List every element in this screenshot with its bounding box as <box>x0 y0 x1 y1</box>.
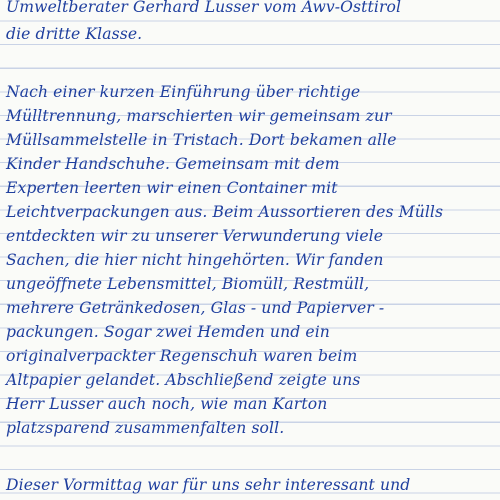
text-line: Experten leerten wir einen Container mit <box>6 179 338 197</box>
text-line: packungen. Sogar zwei Hemden und ein <box>6 323 330 341</box>
text-line: Sachen, die hier nicht hingehörten. Wir fanden <box>6 251 384 269</box>
text-line: Nach einer kurzen Einführung über richtige <box>6 83 361 101</box>
text-line: Dieser Vormittag war für uns sehr interessant und <box>6 476 411 494</box>
text-line: Umweltberater Gerhard Lusser vom Awv-Osttirol <box>6 0 402 16</box>
text-line: platzsparend zusammenfalten soll. <box>6 419 285 437</box>
text-line: Herr Lusser auch noch, wie man Karton <box>6 395 328 413</box>
text-line: Kinder Handschuhe. Gemeinsam mit dem <box>6 155 340 173</box>
text-line: Leichtverpackungen aus. Beim Aussortieren des Mülls <box>6 203 444 221</box>
text-line: die dritte Klasse. <box>6 25 143 43</box>
text-line: Müllsammelstelle in Tristach. Dort bekamen alle <box>6 131 397 149</box>
text-line: originalverpackter Regenschuh waren beim <box>6 347 358 365</box>
text-line: Altpapier gelandet. Abschließend zeigte uns <box>6 371 361 389</box>
text-line: mehrere Getränkedosen, Glas - und Papierver - <box>6 299 385 317</box>
text-line: Mülltrennung, marschierten wir gemeinsam zur <box>6 107 392 125</box>
text-line: ungeöffnete Lebensmittel, Biomüll, Restmüll, <box>6 275 370 293</box>
text-line: entdeckten wir zu unserer Verwunderung viele <box>6 227 384 245</box>
